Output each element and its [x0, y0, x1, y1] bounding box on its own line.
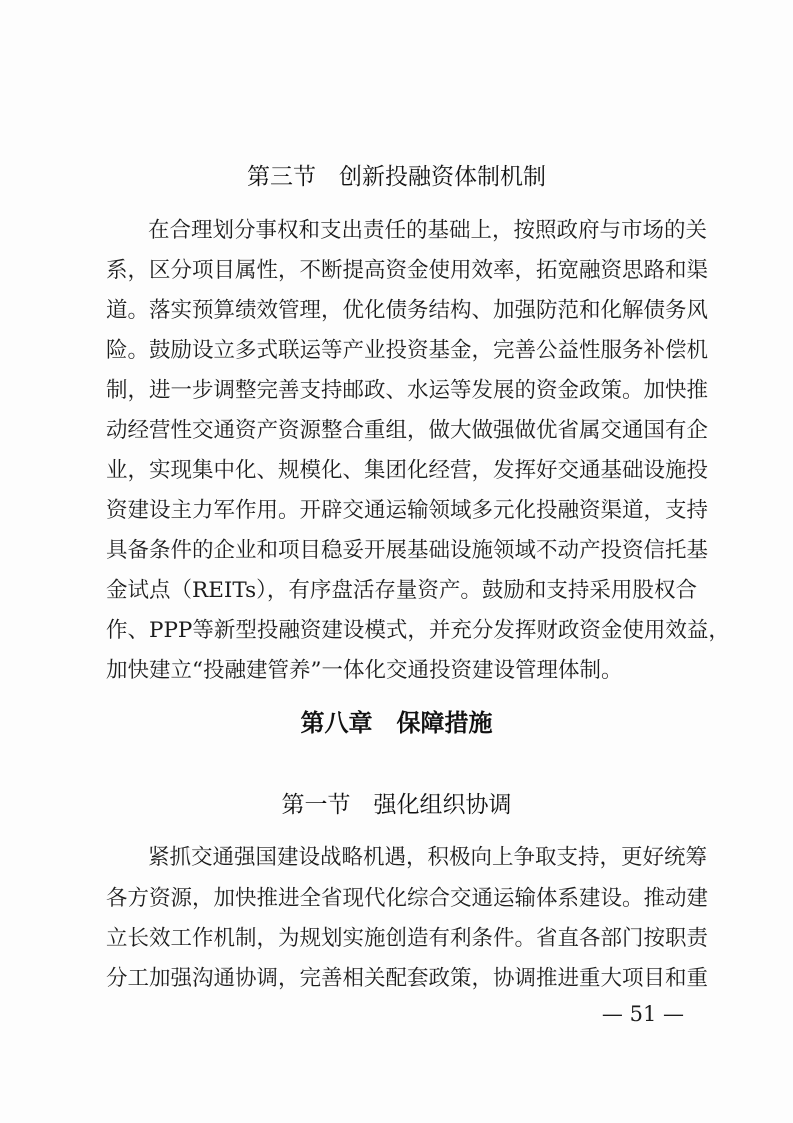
paragraph-line: 道。落实预算绩效管理，优化债务结构、加强防范和化解债务风 — [106, 298, 709, 323]
paragraph-line: 资建设主力军作用。开辟交通运输领域多元化投融资渠道，支持 — [106, 498, 709, 523]
paragraph-line: 业，实现集中化、规模化、集团化经营，发挥好交通基础设施投 — [106, 458, 709, 483]
paragraph-line: 系，区分项目属性，不断提高资金使用效率，拓宽融资思路和渠 — [106, 258, 709, 283]
paragraph-line: 险。鼓励设立多式联运等产业投资基金，完善公益性服务补偿机 — [106, 338, 709, 363]
paragraph-line: 金试点（REITs），有序盘活存量资产。鼓励和支持采用股权合 — [106, 578, 697, 603]
paragraph-line: 作、PPP等新型投融资建设模式，并充分发挥财政资金使用效益， — [106, 618, 730, 643]
paragraph-line: 加快建立“投融建管养”一体化交通投资建设管理体制。 — [106, 658, 623, 683]
chapter-title-safeguards: 第八章 保障措施 — [300, 709, 493, 737]
paragraph-line: 分工加强沟通协调，完善相关配套政策，协调推进重大项目和重 — [106, 966, 709, 991]
paragraph-line: 动经营性交通资产资源整合重组，做大做强做优省属交通国有企 — [106, 418, 709, 443]
section-title-organization: 第一节 强化组织协调 — [281, 792, 512, 818]
paragraph-line: 制，进一步调整完善支持邮政、水运等发展的资金政策。加快推 — [106, 378, 709, 403]
page-number: — 51 — — [601, 1002, 684, 1026]
paragraph-line: 立长效工作机制，为规划实施创造有利条件。省直各部门按职责 — [106, 926, 709, 951]
paragraph-line: 各方资源，加快推进全省现代化综合交通运输体系建设。推动建 — [106, 886, 709, 911]
paragraph-line: 紧抓交通强国建设战略机遇，积极向上争取支持，更好统筹 — [148, 845, 708, 870]
paragraph-line: 具备条件的企业和项目稳妥开展基础设施领域不动产投资信托基 — [106, 538, 709, 563]
section-title-innovation-financing: 第三节 创新投融资体制机制 — [247, 164, 546, 190]
paragraph-line: 在合理划分事权和支出责任的基础上，按照政府与市场的关 — [148, 218, 708, 243]
